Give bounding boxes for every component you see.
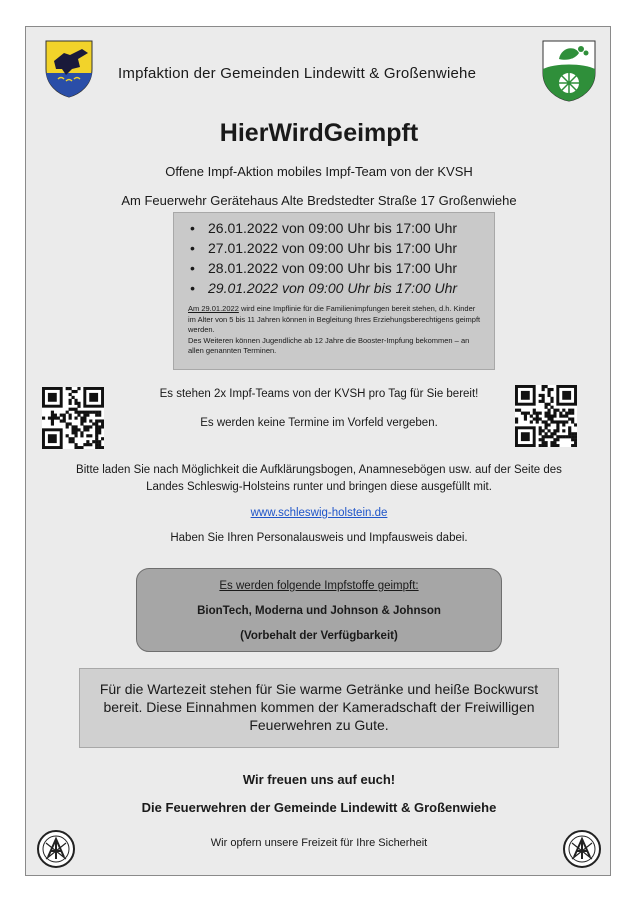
dates-note (174, 304, 494, 357)
subtitle: Offene Impf-Aktion mobiles Impf-Team von der KVSH (165, 164, 473, 179)
fire-departments: Die Feuerwehren der Gemeinde Lindewitt & Großenwiehe (141, 800, 497, 815)
header-title: Impfaktion der Gemeinden Lindewitt & Großenwiehe (118, 65, 477, 82)
fire-department-emblem-icon (36, 829, 76, 869)
flyer-page (25, 26, 611, 876)
date-item: • 26.01.2022 von 09:00 Uhr bis 17:00 Uhr (208, 218, 494, 238)
note-line2: Des Weiteren können Jugendliche ab 12 Jahre die Booster-Impfung bekommen – an allen genannten Terminen. (188, 335, 470, 355)
look-forward: Wir freuen uns auf euch! (242, 772, 396, 787)
date-item: • 27.01.2022 von 09:00 Uhr bis 17:00 Uhr (208, 238, 494, 258)
grossenwiehe-crest-icon (541, 39, 597, 103)
no-appointments-info: Es werden keine Termine im Vorfeld vergeben. (200, 417, 438, 429)
id-reminder: Haben Sie Ihren Personalausweis und Impfausweis dabei. (170, 532, 468, 544)
location: Am Feuerwehr Gerätehaus Alte Bredstedter Straße 17 Großenwiehe (121, 193, 517, 208)
vaccine-box (136, 568, 502, 652)
motto: Wir opfern unsere Freizeit für Ihre Sicherheit (210, 837, 428, 849)
dates-list (174, 218, 494, 298)
dates-box (173, 212, 495, 370)
date-item: • 28.01.2022 von 09:00 Uhr bis 17:00 Uhr (208, 258, 494, 278)
note-line1: wird eine Impflinie für die Familienimpfungen bereit stehen, d.h. Kinder im Alter von 5 bis 11 Jahren können in Begleitung Ihres Erziehungsberechtigens geimpft werden. (188, 304, 481, 334)
website-link[interactable]: www.schleswig-holstein.de (250, 507, 388, 519)
teams-info: Es stehen 2x Impf-Teams von der KVSH pro Tag für Sie bereit! (159, 388, 479, 400)
vaccine-heading: Es werden folgende Impfstoffe geimpft: (219, 580, 419, 592)
date-item: • 29.01.2022 von 09:00 Uhr bis 17:00 Uhr (208, 278, 494, 298)
vaccine-reserve: (Vorbehalt der Verfügbarkeit) (240, 630, 398, 642)
download-info: Bitte laden Sie nach Möglichkeit die Aufklärungsbogen, Anamnesebögen usw. auf der Seite des Landes Schleswig-Holsteins runter und bringen diese ausgefüllt mit. (76, 464, 562, 493)
waiting-info: Für die Wartezeit stehen für Sie warme Getränke und heiße Bockwurst bereit. Diese Einnahmen kommen der Kameradschaft der Freiwilligen Feuerwehren zu Gute. (79, 668, 559, 748)
lindewitt-crest-icon (44, 39, 94, 99)
vaccine-list: BionTech, Moderna und Johnson & Johnson (197, 605, 441, 617)
fire-department-emblem-icon (562, 829, 602, 869)
page-title: HierWirdGeimpft (219, 119, 419, 147)
note-date: Am 29.01.2022 (188, 304, 239, 313)
